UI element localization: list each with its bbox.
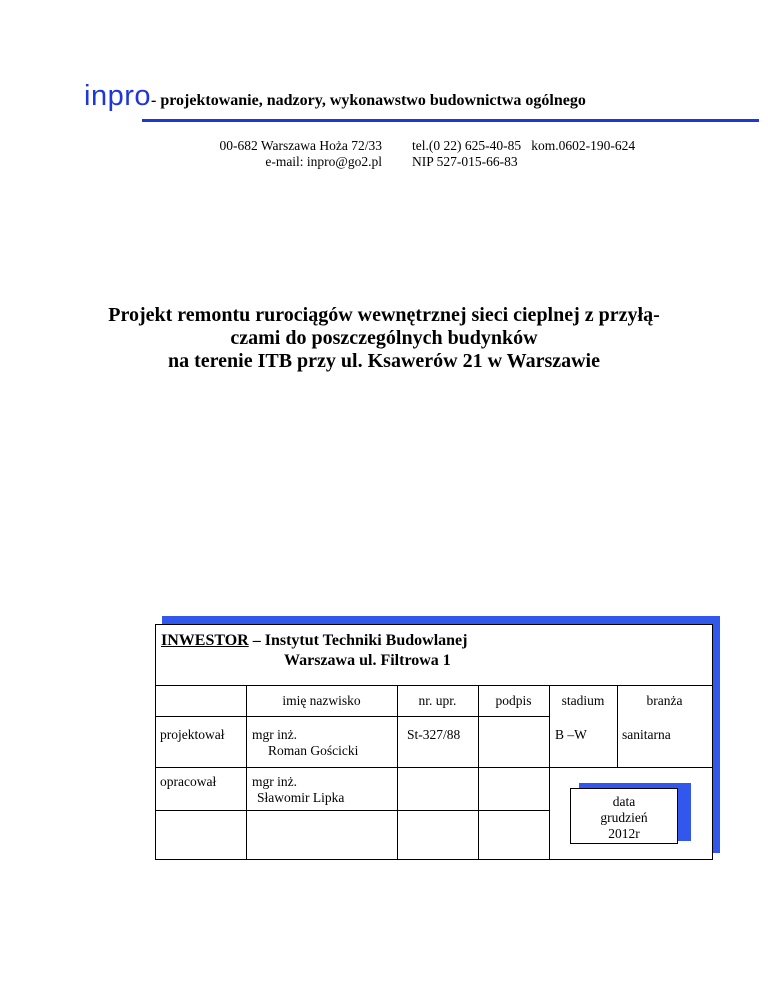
project-title-line-3: na terenie ITB przy ul. Ksawerów 21 w Warszawie xyxy=(167,350,600,372)
date-label: data xyxy=(612,794,636,809)
date-stamp xyxy=(570,788,678,844)
table-col-divider-4 xyxy=(549,685,550,860)
header-branch: branża xyxy=(646,693,683,708)
row1-branch: sanitarna xyxy=(622,727,671,742)
letterhead xyxy=(84,82,679,111)
company-nip: NIP 527-015-66-83 xyxy=(412,154,518,169)
row1-title: mgr inż. xyxy=(252,727,297,742)
brand-underline xyxy=(142,119,759,122)
date-month: grudzień xyxy=(600,810,648,825)
row1-stage: B –W xyxy=(555,727,587,742)
header-license: nr. upr. xyxy=(418,693,457,708)
row1-role: projektował xyxy=(160,727,225,742)
investor-label: INWESTOR xyxy=(161,632,249,649)
table-col-divider-2 xyxy=(397,685,398,860)
project-title xyxy=(40,304,728,373)
brand-line xyxy=(84,82,679,111)
investor-block xyxy=(161,631,467,671)
investor-name: – Instytut Techniki Budowlanej xyxy=(248,632,468,649)
investor-address: Warszawa ul. Filtrowa 1 xyxy=(284,652,451,669)
row1-person: Roman Gościcki xyxy=(268,743,359,758)
project-title-line-1: Projekt remontu rurociągów wewnętrznej sieci cieplnej z przyłą- xyxy=(108,304,660,326)
row2-person: Sławomir Lipka xyxy=(257,790,345,805)
table-col-divider-3 xyxy=(478,685,479,860)
table-rule-row1 xyxy=(156,767,712,768)
header-name: imię nazwisko xyxy=(282,693,361,708)
contact-address-block xyxy=(150,138,382,170)
header-stage: stadium xyxy=(561,693,605,708)
company-email: e-mail: inpro@go2.pl xyxy=(265,154,382,169)
table-col-divider-1 xyxy=(246,685,247,860)
row2-title: mgr inż. xyxy=(252,774,297,789)
row1-license: St-327/88 xyxy=(407,727,461,742)
table-rule-header xyxy=(156,716,549,717)
brand-tagline: - projektowanie, nadzory, wykonawstwo budownictwa ogólnego xyxy=(151,92,586,109)
row2-role: opracował xyxy=(160,774,217,789)
contact-phone-block xyxy=(412,138,635,170)
table-rule-top xyxy=(156,685,712,686)
project-title-line-2: czami do poszczególnych budynków xyxy=(230,327,538,349)
date-year: 2012r xyxy=(608,826,640,841)
header-signature: podpis xyxy=(495,693,532,708)
table-rule-row2 xyxy=(156,810,549,811)
company-address: 00-682 Warszawa Hoża 72/33 xyxy=(219,138,382,153)
company-phone: tel.(0 22) 625-40-85 kom.0602-190-624 xyxy=(412,138,636,153)
brand-name: inpro xyxy=(84,80,151,112)
